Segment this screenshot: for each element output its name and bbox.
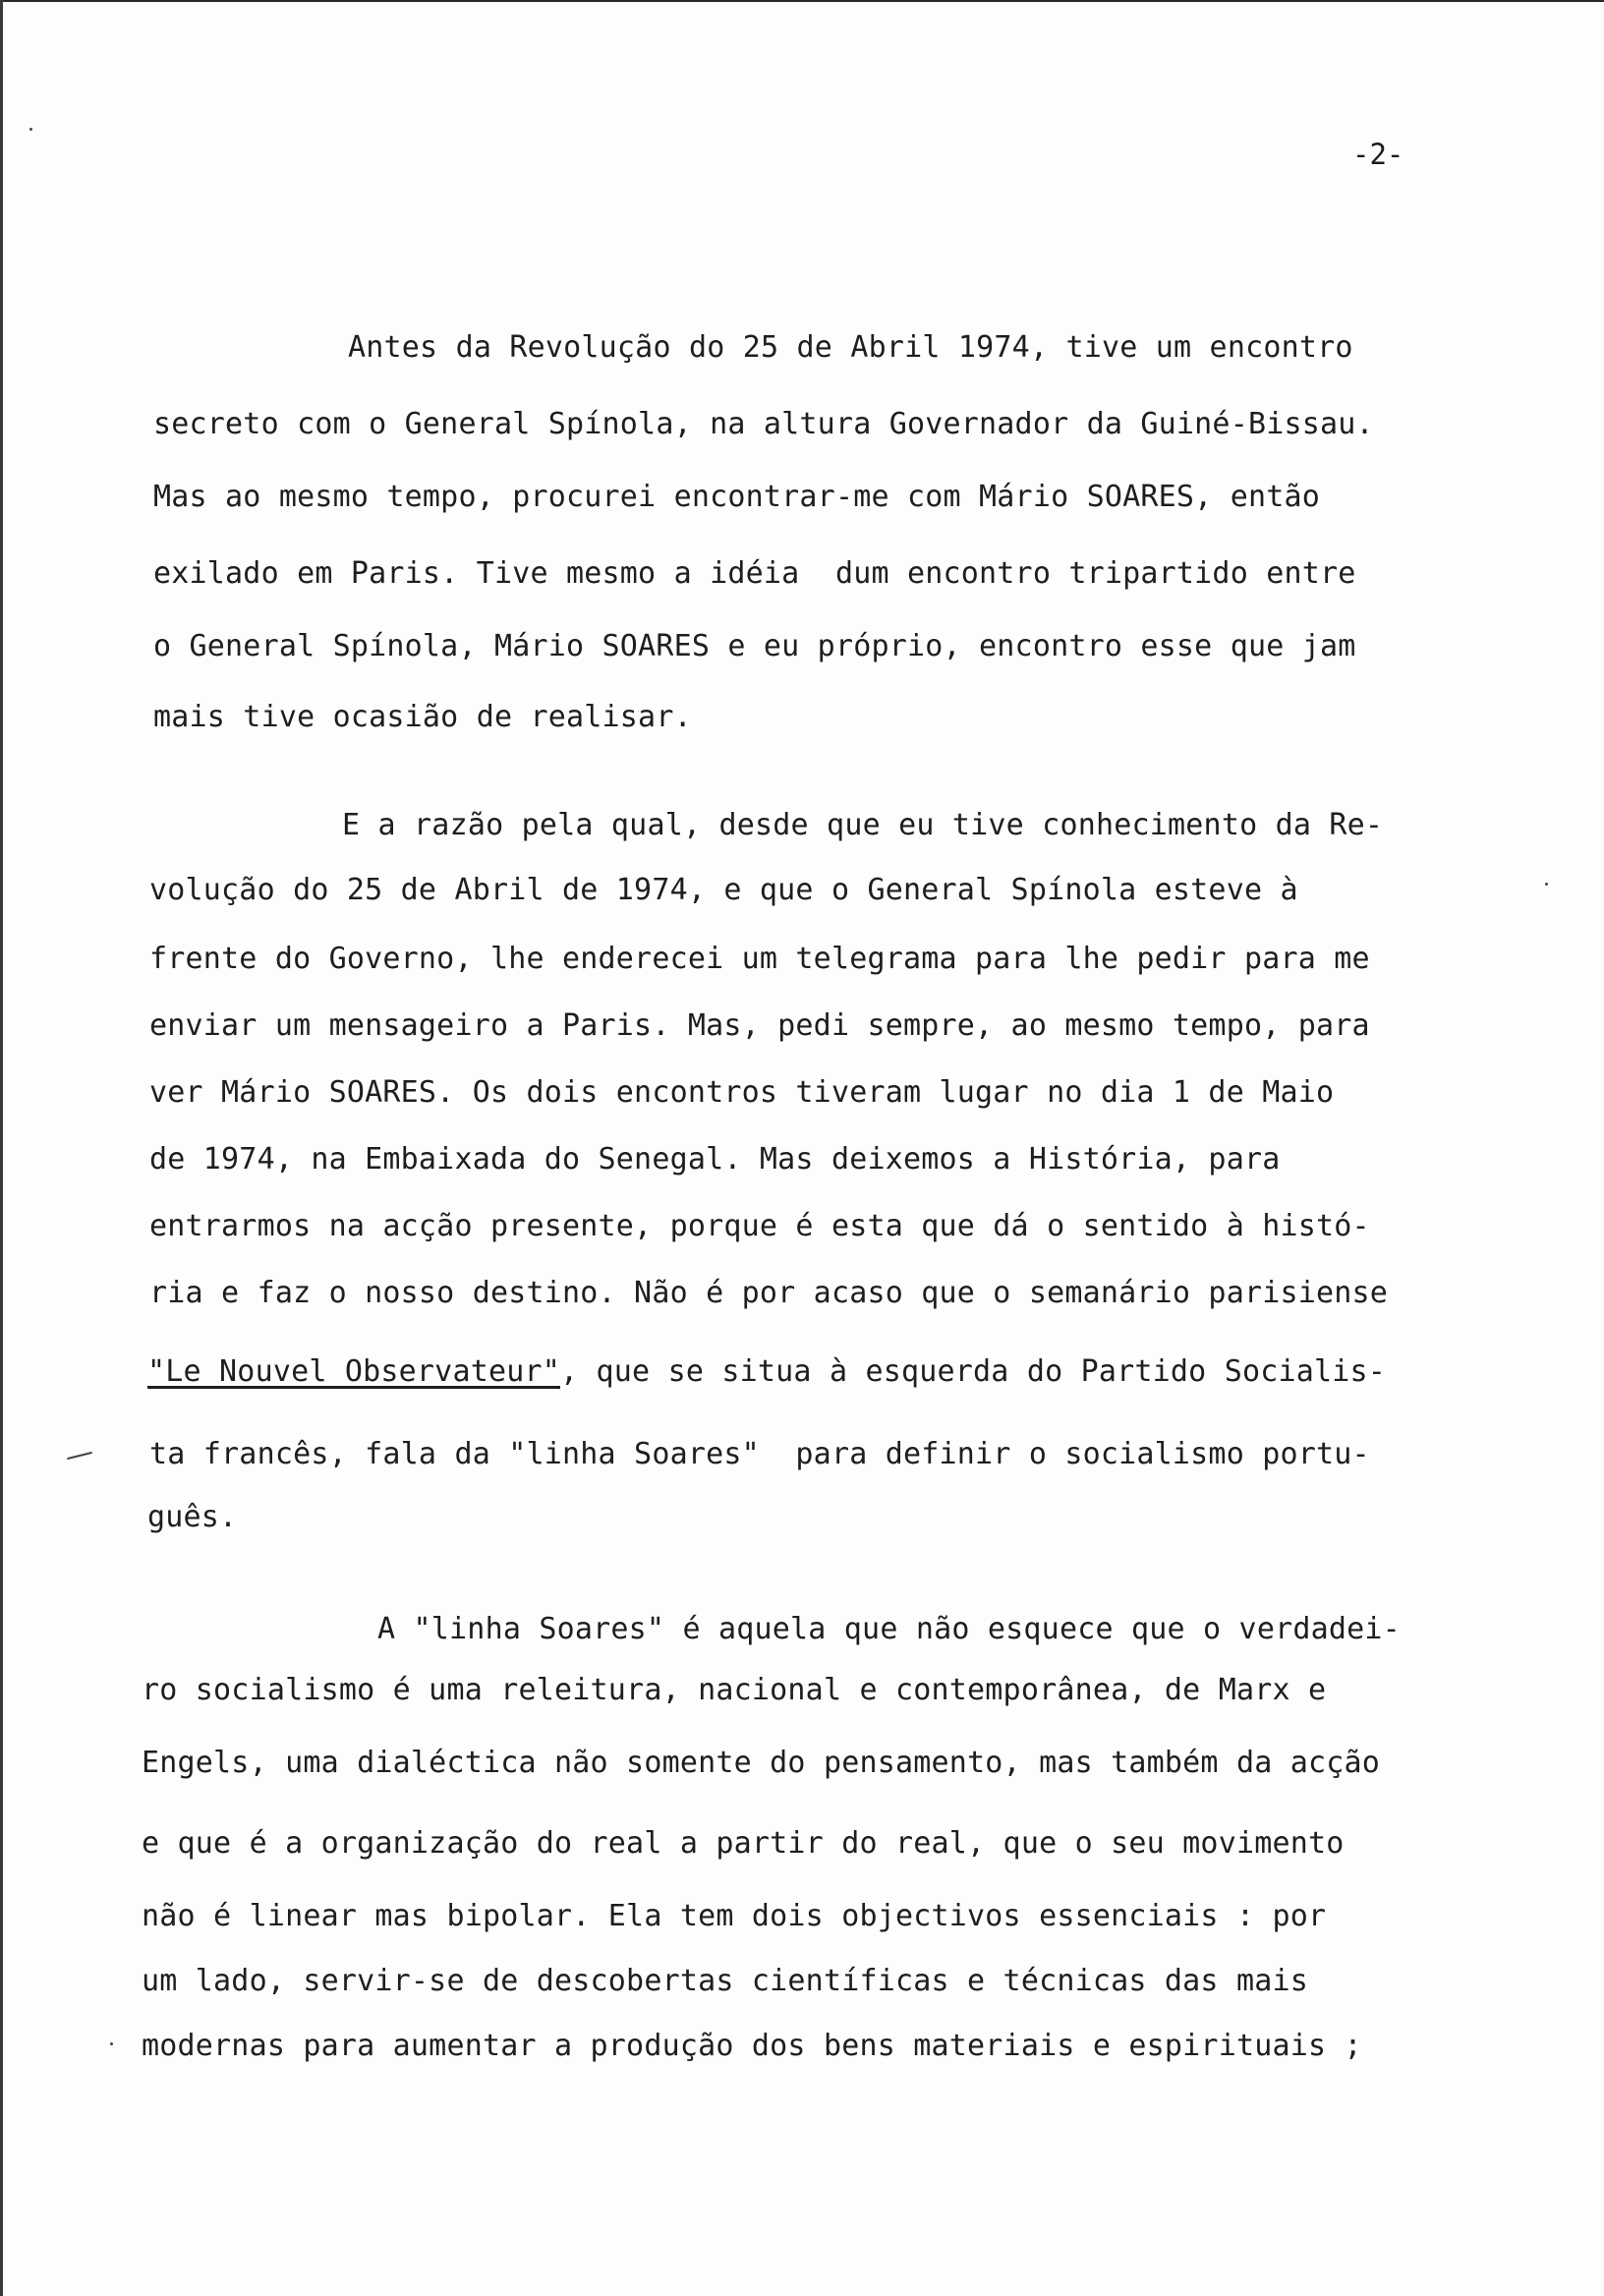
paragraph-1-line-5: o General Spínola, Mário SOARES e eu próprio, encontro esse que jam (153, 629, 1356, 663)
newspaper-line-rest: , que se situa à esquerda do Partido Socialis- (560, 1354, 1387, 1389)
paragraph-3-line-5: não é linear mas bipolar. Ela tem dois objectivos essenciais : por (142, 1899, 1327, 1933)
paragraph-3-line-4: e que é a organização do real a partir do real, que o seu movimento (142, 1826, 1345, 1861)
scan-speck (29, 128, 32, 131)
paragraph-2-line-6: de 1974, na Embaixada do Senegal. Mas deixemos a História, para (149, 1142, 1281, 1177)
paragraph-2-line-1: E a razão pela qual, desde que eu tive conhecimento da Re- (342, 808, 1384, 842)
paragraph-2-line-4: enviar um mensageiro a Paris. Mas, pedi sempre, ao mesmo tempo, para (149, 1008, 1370, 1043)
paragraph-2-line-3: frente do Governo, lhe enderecei um telegrama para lhe pedir para me (149, 942, 1370, 976)
paragraph-2-line-8: ria e faz o nosso destino. Não é por acaso que o semanário parisiense (149, 1276, 1389, 1310)
paragraph-3-line-1: A "linha Soares" é aquela que não esquece que o verdadei- (377, 1612, 1401, 1646)
scan-speck (110, 2042, 113, 2045)
margin-mark (67, 1452, 92, 1460)
paragraph-2-line-9 (147, 1354, 1386, 1390)
paragraph-2-line-5: ver Mário SOARES. Os dois encontros tiveram lugar no dia 1 de Maio (149, 1075, 1335, 1110)
scan-left-edge (0, 0, 3, 2296)
paragraph-3-line-6: um lado, servir-se de descobertas científicas e técnicas das mais (142, 1964, 1308, 1998)
scan-speck (1545, 883, 1548, 886)
paragraph-1-line-2: secreto com o General Spínola, na altura Governador da Guiné-Bissau. (153, 407, 1374, 441)
page-number: -2- (1352, 138, 1404, 171)
paragraph-2-line-10: ta francês, fala da "linha Soares" para definir o socialismo portu- (149, 1437, 1370, 1471)
paragraph-3-line-7: modernas para aumentar a produção dos bens materiais e espirituais ; (142, 2029, 1362, 2063)
scan-top-edge (0, 0, 1604, 2)
paragraph-2-line-7: entrarmos na acção presente, porque é esta que dá o sentido à histó- (149, 1209, 1370, 1243)
paragraph-1-line-4: exilado em Paris. Tive mesmo a idéia dum encontro tripartido entre (153, 556, 1356, 591)
paragraph-2-line-2: volução do 25 de Abril de 1974, e que o General Spínola esteve à (149, 873, 1298, 907)
paragraph-2-line-11: guês. (147, 1500, 238, 1534)
paragraph-3-line-2: ro socialismo é uma releitura, nacional e contemporânea, de Marx e (142, 1673, 1327, 1707)
newspaper-title: "Le Nouvel Observateur" (147, 1354, 561, 1389)
paragraph-1-line-6: mais tive ocasião de realisar. (153, 700, 692, 734)
paragraph-1-line-3: Mas ao mesmo tempo, procurei encontrar-me com Mário SOARES, então (153, 480, 1320, 514)
paragraph-1-line-1: Antes da Revolução do 25 de Abril 1974, tive um encontro (348, 330, 1353, 365)
paragraph-3-line-3: Engels, uma dialéctica não somente do pensamento, mas também da acção (142, 1746, 1381, 1780)
